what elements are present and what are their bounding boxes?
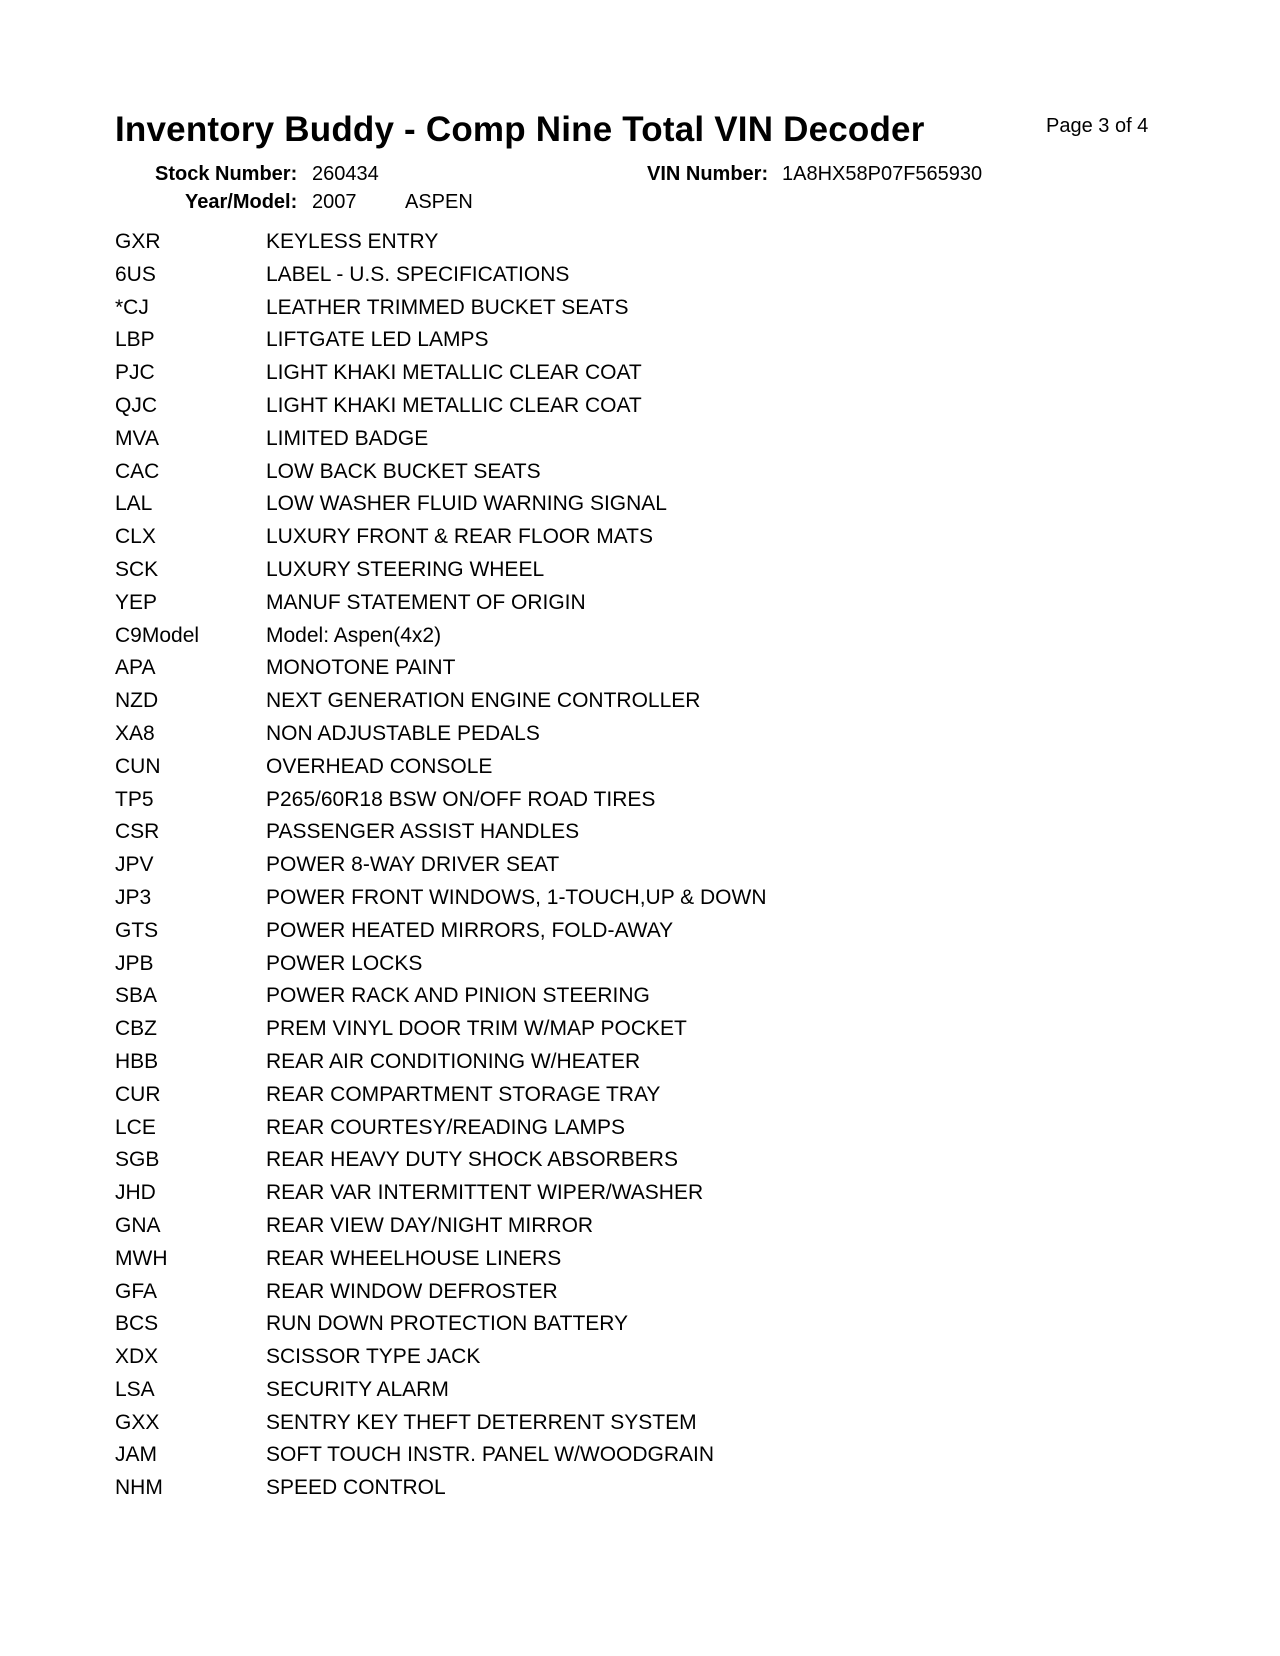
option-code: *CJ <box>115 295 149 319</box>
list-item <box>115 296 1015 329</box>
option-description: MONOTONE PAINT <box>266 656 456 680</box>
option-code: CLX <box>115 525 156 549</box>
option-code: GTS <box>115 918 159 942</box>
option-description: REAR WHEELHOUSE LINERS <box>266 1246 562 1270</box>
option-code: TP5 <box>115 787 154 811</box>
option-description: POWER LOCKS <box>266 951 423 975</box>
option-code: CAC <box>115 459 160 483</box>
list-item <box>115 886 1015 919</box>
option-code: SGB <box>115 1148 160 1172</box>
option-description: POWER RACK AND PINION STEERING <box>266 984 650 1008</box>
option-code: LCE <box>115 1115 156 1139</box>
list-item <box>115 1181 1015 1214</box>
option-description: SOFT TOUCH INSTR. PANEL W/WOODGRAIN <box>266 1443 715 1467</box>
option-code: CUR <box>115 1082 161 1106</box>
option-code: XDX <box>115 1345 159 1369</box>
option-description: KEYLESS ENTRY <box>266 230 439 253</box>
year-value: 2007 <box>312 191 357 213</box>
option-code: LSA <box>115 1377 155 1401</box>
list-item <box>115 263 1015 296</box>
list-item <box>115 492 1015 525</box>
option-description: REAR WINDOW DEFROSTER <box>266 1279 558 1303</box>
list-item <box>115 952 1015 985</box>
option-code: 6US <box>115 262 156 286</box>
option-description: LOW WASHER FLUID WARNING SIGNAL <box>266 492 667 516</box>
list-item <box>115 591 1015 624</box>
option-code: YEP <box>115 590 158 614</box>
option-description: NEXT GENERATION ENGINE CONTROLLER <box>266 689 701 713</box>
option-code: CSR <box>115 820 160 844</box>
option-description: REAR AIR CONDITIONING W/HEATER <box>266 1049 641 1073</box>
option-description: LABEL - U.S. SPECIFICATIONS <box>266 262 570 286</box>
option-code: CBZ <box>115 1017 157 1041</box>
document-title: Inventory Buddy - Comp Nine Total VIN Decoder <box>115 110 925 149</box>
option-code: JPB <box>115 951 154 975</box>
option-description: Model: Aspen(4x2) <box>266 623 442 647</box>
list-item <box>115 427 1015 460</box>
option-code: XA8 <box>115 721 155 745</box>
option-description: POWER FRONT WINDOWS, 1-TOUCH,UP & DOWN <box>266 885 767 909</box>
option-description: NON ADJUSTABLE PEDALS <box>266 721 540 745</box>
option-description: LIGHT KHAKI METALLIC CLEAR COAT <box>266 361 642 385</box>
option-code: CUN <box>115 754 161 778</box>
option-code: MWH <box>115 1246 168 1270</box>
vin-number-value: 1A8HX58P07F565930 <box>782 163 983 185</box>
list-item <box>115 1083 1015 1116</box>
list-item <box>115 1345 1015 1378</box>
option-code: LBP <box>115 328 155 352</box>
option-code: JPV <box>115 853 154 877</box>
list-item <box>115 689 1015 722</box>
option-description: RUN DOWN PROTECTION BATTERY <box>266 1312 629 1336</box>
list-item <box>115 624 1015 657</box>
option-description: REAR COMPARTMENT STORAGE TRAY <box>266 1082 661 1106</box>
option-description: MANUF STATEMENT OF ORIGIN <box>266 590 586 614</box>
list-item <box>115 1411 1015 1444</box>
list-item <box>115 394 1015 427</box>
option-code: C9Model <box>115 623 200 647</box>
option-description: LUXURY STEERING WHEEL <box>266 557 545 581</box>
list-item <box>115 788 1015 821</box>
option-description: OVERHEAD CONSOLE <box>266 754 493 778</box>
list-item <box>115 919 1015 952</box>
list-item <box>115 558 1015 591</box>
list-item <box>115 1443 1015 1476</box>
list-item <box>115 460 1015 493</box>
list-item <box>115 1214 1015 1247</box>
option-description: SECURITY ALARM <box>266 1377 449 1401</box>
list-item <box>115 820 1015 853</box>
option-description: REAR COURTESY/READING LAMPS <box>266 1115 626 1139</box>
option-code: SBA <box>115 984 158 1008</box>
option-description: REAR HEAVY DUTY SHOCK ABSORBERS <box>266 1148 678 1172</box>
option-description: P265/60R18 BSW ON/OFF ROAD TIRES <box>266 787 656 811</box>
list-item <box>115 1312 1015 1345</box>
option-code: MVA <box>115 426 159 450</box>
option-description: POWER HEATED MIRRORS, FOLD-AWAY <box>266 918 674 942</box>
option-code: GXR <box>115 230 161 253</box>
option-code: HBB <box>115 1049 159 1073</box>
option-description: PREM VINYL DOOR TRIM W/MAP POCKET <box>266 1017 687 1041</box>
option-description: SCISSOR TYPE JACK <box>266 1345 481 1369</box>
list-item <box>115 722 1015 755</box>
year-model-label: Year/Model: <box>185 191 298 213</box>
option-code: GNA <box>115 1213 161 1237</box>
list-item <box>115 984 1015 1017</box>
model-value: ASPEN <box>405 191 473 213</box>
option-code: PJC <box>115 361 155 385</box>
option-description: LIGHT KHAKI METALLIC CLEAR COAT <box>266 393 642 417</box>
vin-number-label: VIN Number: <box>647 163 769 185</box>
option-code: BCS <box>115 1312 159 1336</box>
list-item <box>115 1050 1015 1083</box>
option-code: NHM <box>115 1476 163 1500</box>
option-description: POWER 8-WAY DRIVER SEAT <box>266 853 560 877</box>
option-code: LAL <box>115 492 153 516</box>
option-description: REAR VIEW DAY/NIGHT MIRROR <box>266 1213 594 1237</box>
option-code: GFA <box>115 1279 158 1303</box>
option-code: NZD <box>115 689 159 713</box>
option-code: SCK <box>115 557 159 581</box>
option-code: JHD <box>115 1181 156 1205</box>
list-item <box>115 1280 1015 1313</box>
list-item <box>115 1476 1015 1509</box>
list-item <box>115 656 1015 689</box>
stock-number-label: Stock Number: <box>155 163 298 185</box>
list-item <box>115 1378 1015 1411</box>
list-item <box>115 1247 1015 1280</box>
stock-number-value: 260434 <box>312 163 379 185</box>
option-description: PASSENGER ASSIST HANDLES <box>266 820 580 844</box>
list-item <box>115 1148 1015 1181</box>
list-item <box>115 525 1015 558</box>
option-description: LUXURY FRONT & REAR FLOOR MATS <box>266 525 654 549</box>
option-code: APA <box>115 656 156 680</box>
option-code: QJC <box>115 393 157 417</box>
option-description: SPEED CONTROL <box>266 1476 446 1500</box>
option-description: SENTRY KEY THEFT DETERRENT SYSTEM <box>266 1410 697 1434</box>
option-code-list <box>115 230 1015 1509</box>
option-description: REAR VAR INTERMITTENT WIPER/WASHER <box>266 1181 704 1205</box>
option-code: JAM <box>115 1443 157 1467</box>
list-item <box>115 755 1015 788</box>
list-item <box>115 853 1015 886</box>
option-description: LEATHER TRIMMED BUCKET SEATS <box>266 295 629 319</box>
list-item <box>115 230 1015 263</box>
option-code: JP3 <box>115 885 152 909</box>
page-number: Page 3 of 4 <box>1046 115 1149 137</box>
list-item <box>115 328 1015 361</box>
option-description: LOW BACK BUCKET SEATS <box>266 459 541 483</box>
list-item <box>115 1017 1015 1050</box>
option-description: LIMITED BADGE <box>266 426 429 450</box>
option-description: LIFTGATE LED LAMPS <box>266 328 489 352</box>
list-item <box>115 361 1015 394</box>
option-code: GXX <box>115 1410 160 1434</box>
list-item <box>115 1116 1015 1149</box>
